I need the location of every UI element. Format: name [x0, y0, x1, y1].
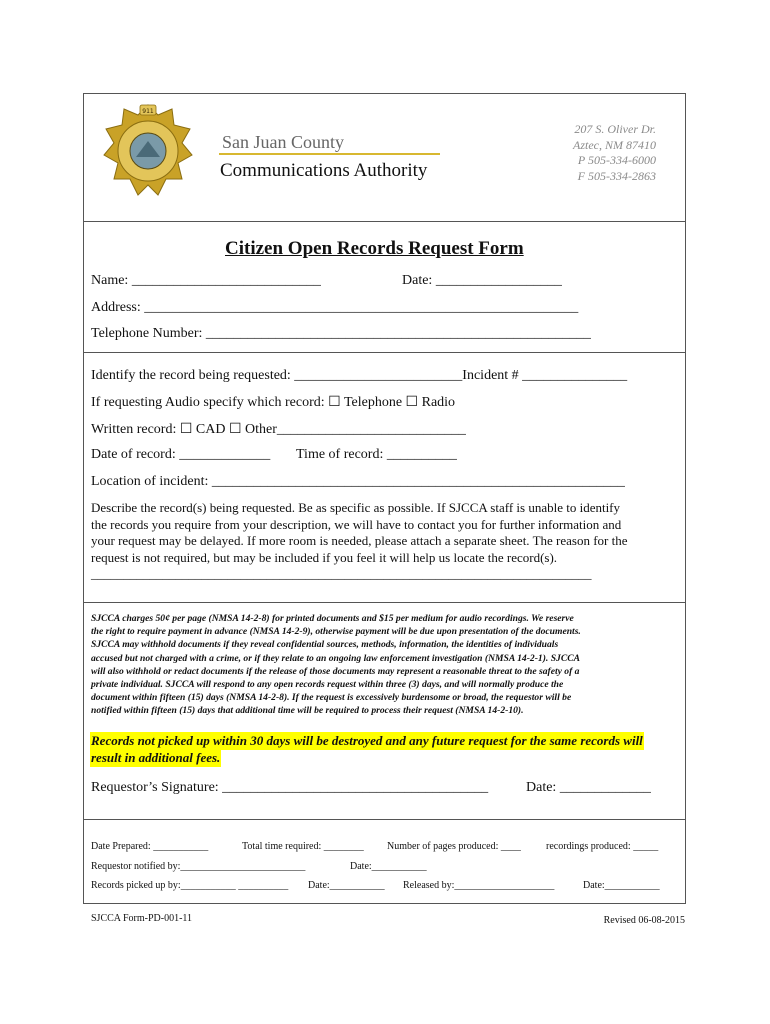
- policy-line: accused but not charged with a crime, or if they relate to an ongoing law enforcement investigation (NMSA 14-2-1). SJCCA: [91, 652, 581, 664]
- notified-by-field[interactable]: Requestor notified by:_________________________: [91, 861, 306, 872]
- pickup-warning-line2: result in additional fees.: [91, 750, 221, 765]
- county-name: San Juan County: [222, 132, 345, 152]
- contact-divider: [83, 352, 686, 353]
- policy-line: document within fifteen (15) days (NMSA 14-2-8). If the request is excessively burdensome or broad, the requestor will be: [91, 692, 572, 704]
- identify-record-field[interactable]: Identify the record being requested: ________________________Incident # _______________: [91, 368, 628, 383]
- picked-up-date-field[interactable]: Date:___________: [308, 880, 385, 891]
- describe-line: Describe the record(s) being requested. Be as specific as possible. If SJCCA staff is unable to identify: [91, 500, 621, 515]
- gold-rule: [219, 153, 440, 155]
- policy-text: [91, 612, 681, 718]
- total-time-field[interactable]: Total time required: ________: [242, 841, 364, 852]
- telephone-field[interactable]: Telephone Number: _______________________________________________________: [91, 326, 591, 341]
- policy-line: the right to require payment in advance (NMSA 14-2-9), otherwise payment will be due upon presentation of the documents.: [91, 626, 581, 638]
- form-id: SJCCA Form-PD-001-11: [91, 913, 193, 924]
- notified-date-field[interactable]: Date:___________: [350, 861, 427, 872]
- describe-line: your request may be delayed. If more room is needed, please attach a separate sheet. The reason for the: [91, 533, 628, 548]
- header-divider: [83, 221, 686, 222]
- describe-instructions: [91, 500, 681, 583]
- address-city: Aztec, NM 87410: [573, 137, 656, 152]
- released-by-field[interactable]: Released by:____________________: [403, 880, 555, 891]
- pages-produced-field[interactable]: Number of pages produced: ____: [387, 841, 521, 852]
- address-street: 207 S. Oliver Dr.: [574, 122, 656, 136]
- form-title: Citizen Open Records Request Form: [225, 238, 524, 259]
- describe-line: request is not required, but may be included if you feel it will help us locate the record(s).: [91, 549, 558, 565]
- time-of-record-field[interactable]: Time of record: __________: [296, 447, 457, 462]
- signature-date-field[interactable]: Date: _____________: [526, 780, 651, 795]
- recordings-produced-field[interactable]: recordings produced: _____: [546, 841, 659, 852]
- pickup-warning-line1: Records not picked up within 30 days will be destroyed and any future request for the same records will: [91, 733, 643, 748]
- details-divider: [83, 602, 686, 603]
- date-of-record-field[interactable]: Date of record: _____________: [91, 447, 271, 462]
- revised-date: Revised 06-08-2015: [603, 915, 685, 926]
- policy-line: SJCCA may withhold documents if they reveal confidential sources, methods, information, the identities of individuals: [91, 639, 559, 651]
- date-field[interactable]: Date: __________________: [402, 273, 562, 288]
- policy-line: notified within fifteen (15) days that additional time will be required to process their request (NMSA 14-2-10).: [91, 705, 524, 717]
- describe-answer-line[interactable]: _____________________________________________________________________________: [91, 566, 592, 581]
- policy-line: SJCCA charges 50¢ per page (NMSA 14-2-8) for printed documents and $15 per medium for audio recordings. We reserve: [91, 613, 574, 624]
- describe-line: the records you require from your description, we will have to contact you for further information and: [91, 516, 622, 532]
- address-phone: P 505-334-6000: [577, 153, 656, 167]
- signature-field[interactable]: Requestor’s Signature: ______________________________________: [91, 780, 489, 795]
- written-record-options[interactable]: Written record: ☐ CAD ☐ Other___________________________: [91, 422, 466, 437]
- picked-up-by-field[interactable]: Records picked up by:___________ __________: [91, 880, 289, 891]
- audio-record-options[interactable]: If requesting Audio specify which record: ☐ Telephone ☐ Radio: [91, 395, 456, 410]
- date-prepared-field[interactable]: Date Prepared: ___________: [91, 841, 209, 852]
- released-date-field[interactable]: Date:___________: [583, 880, 660, 891]
- name-field[interactable]: Name: ___________________________: [91, 273, 321, 288]
- office-divider: [83, 819, 686, 820]
- location-field[interactable]: Location of incident: ___________________________________________________________: [91, 474, 625, 489]
- address-fax: F 505-334-2863: [577, 168, 656, 183]
- address-field[interactable]: Address: ______________________________________________________________: [91, 300, 579, 315]
- county-seal: [102, 103, 194, 201]
- policy-line: private individual. SJCCA will respond to any open records request within three (3) days, and will normally produce the: [91, 679, 564, 691]
- policy-line: will also withhold or redact documents if the release of those documents may represent a reasonable threat to the safety of a: [91, 665, 580, 677]
- agency-name: Communications Authority: [220, 160, 428, 181]
- agency-address: [573, 122, 656, 184]
- svg-text:911: 911: [142, 108, 154, 115]
